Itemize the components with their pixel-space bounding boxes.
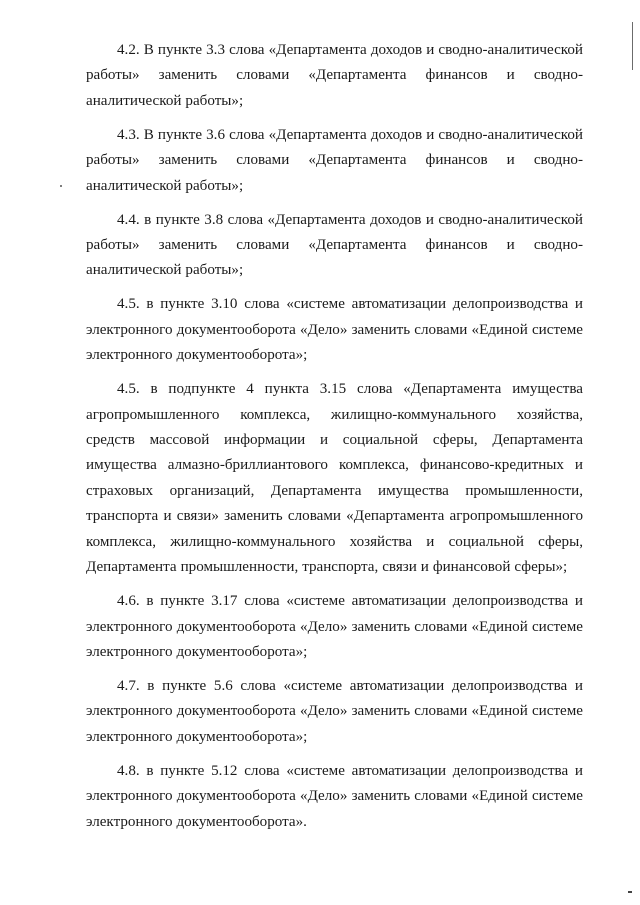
paragraph-4-7: 4.7. в пункте 5.6 слова «системе автоматизации делопроизводства и электронного документооборота «Дело» заменить словами «Единой системе электронного документооборота»; — [86, 677, 583, 745]
paragraph-4-2: 4.2. В пункте 3.3 слова «Департамента доходов и сводно-аналитической работы» заменить словами «Департамента финансов и сводно-аналитической работы»; — [86, 42, 583, 109]
paragraph-4-5-a: 4.5. в пункте 3.10 слова «системе автоматизации делопроизводства и электронного документооборота «Дело» заменить словами «Единой системе электронного документооборота»; — [86, 296, 583, 364]
scan-corner-mark — [628, 891, 632, 893]
document-body — [86, 38, 583, 844]
paragraph-4-3: 4.3. В пункте 3.6 слова «Департамента доходов и сводно-аналитической работы» заменить словами «Департамента финансов и сводно-аналитической работы»; — [86, 126, 583, 194]
scan-dot — [60, 185, 62, 187]
scan-edge-line — [632, 22, 633, 70]
paragraph-4-5-b: 4.5. в подпункте 4 пункта 3.15 слова «Департамента имущества агропромышленного комплекса, жилищно-коммунального хозяйства, средств массовой информации и социальной сферы, Департамента имущества алмазно-бриллиантового комплекса, финансово-кредитных и страховых организаций, Департамента имущества промышленности, транспорта и связи» заменить словами «Департамента агропромышленного комплекса, жилищно-коммунального хозяйства и социальной сферы, Департамента промышленности, транспорта, связи и финансовой сферы»; — [86, 381, 583, 576]
paragraph-4-6: 4.6. в пункте 3.17 слова «системе автоматизации делопроизводства и электронного документооборота «Дело» заменить словами «Единой системе электронного документооборота»; — [86, 593, 583, 660]
paragraph-4-4: 4.4. в пункте 3.8 слова «Департамента доходов и сводно-аналитической работы» заменить словами «Департамента финансов и сводно-аналитической работы»; — [86, 211, 583, 279]
paragraph-4-8: 4.8. в пункте 5.12 слова «системе автоматизации делопроизводства и электронного документооборота «Дело» заменить словами «Единой системе электронного документооборота». — [86, 762, 583, 830]
